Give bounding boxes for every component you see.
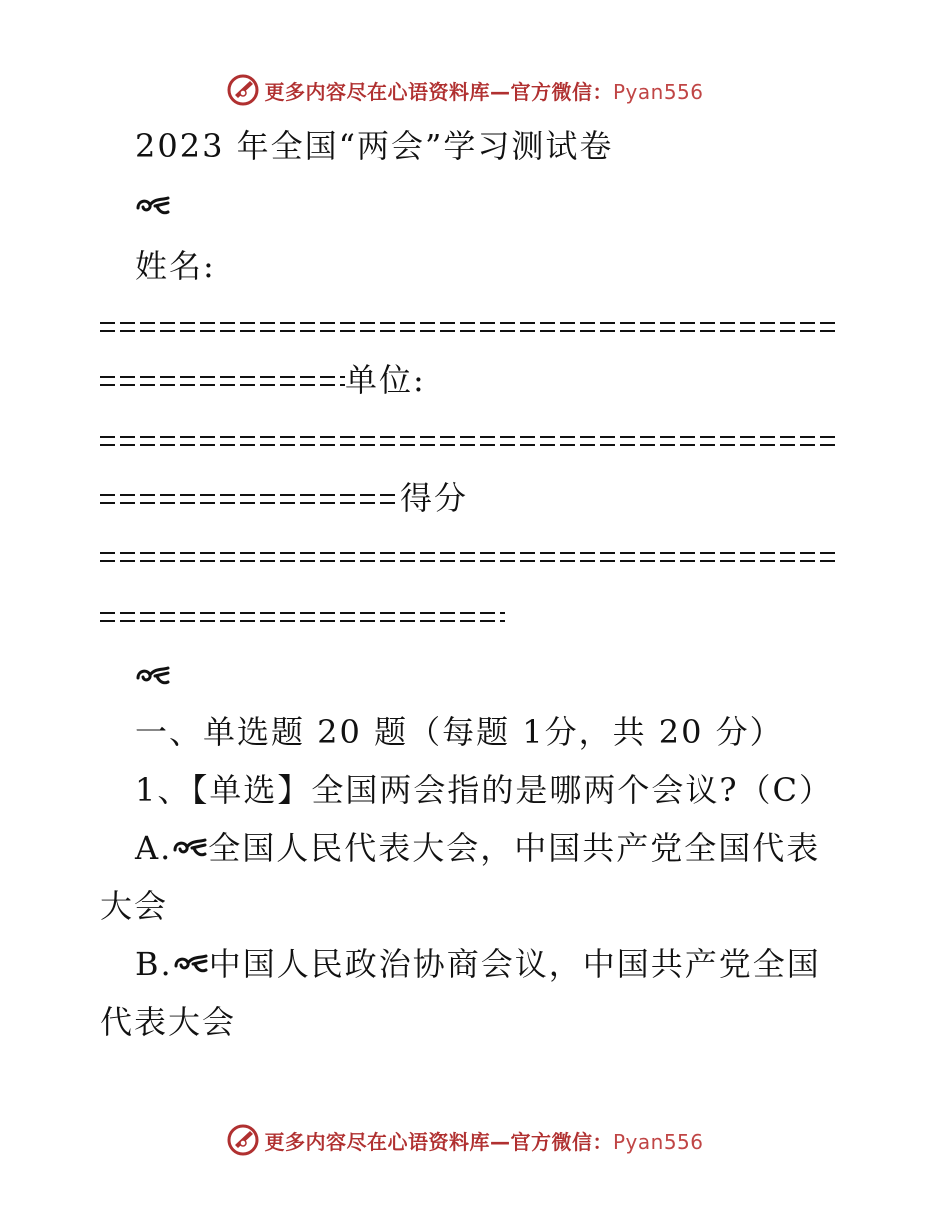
wechat-id: Pyan556 [612, 1129, 704, 1154]
banner-text: 更多内容尽在心语资料库—官方微信：Pyan556 [264, 79, 704, 104]
option-a-continued: 大会 [100, 887, 169, 925]
ornament-row [135, 656, 171, 696]
swirl-ornament-icon [172, 836, 208, 860]
question-1 [135, 770, 833, 810]
question-text: 【单选】全国两会指的是哪两个会议?（C） [191, 771, 834, 809]
question-number: 1、 [135, 771, 192, 809]
option-b-continued: 代表大会 [100, 1003, 237, 1041]
footer-banner [0, 1120, 950, 1160]
name-label: 姓名: [135, 247, 216, 285]
ornament-row [135, 186, 171, 226]
option-text: 中国人民政治协商会议，中国共产党全国 [208, 945, 821, 983]
score-label: 得分 [400, 479, 469, 517]
unit-label: 单位: [345, 361, 426, 399]
option-letter: B. [135, 945, 173, 983]
header-banner [0, 70, 950, 110]
score-row [100, 478, 468, 518]
option-b [135, 944, 821, 984]
swirl-ornament-icon [135, 664, 171, 688]
unit-row [100, 360, 426, 400]
blank-line [100, 536, 835, 576]
seal-logo-icon [226, 73, 260, 107]
option-text: 全国人民代表大会，中国共产党全国代表 [208, 829, 821, 867]
wechat-id: Pyan556 [612, 79, 704, 104]
option-letter: A. [135, 829, 173, 867]
section-heading: 一、单选题 20 题（每题 1分，共 20 分） [135, 713, 784, 751]
banner-text: 更多内容尽在心语资料库—官方微信：Pyan556 [264, 1129, 704, 1154]
blank-line [100, 306, 835, 346]
swirl-ornament-icon [173, 952, 209, 976]
option-a [135, 828, 820, 868]
swirl-ornament-icon [135, 194, 171, 218]
seal-logo-icon [226, 1123, 260, 1157]
blank-line [100, 596, 505, 636]
document-title: 2023 年全国“两会”学习测试卷 [135, 127, 614, 165]
blank-line [100, 420, 835, 460]
